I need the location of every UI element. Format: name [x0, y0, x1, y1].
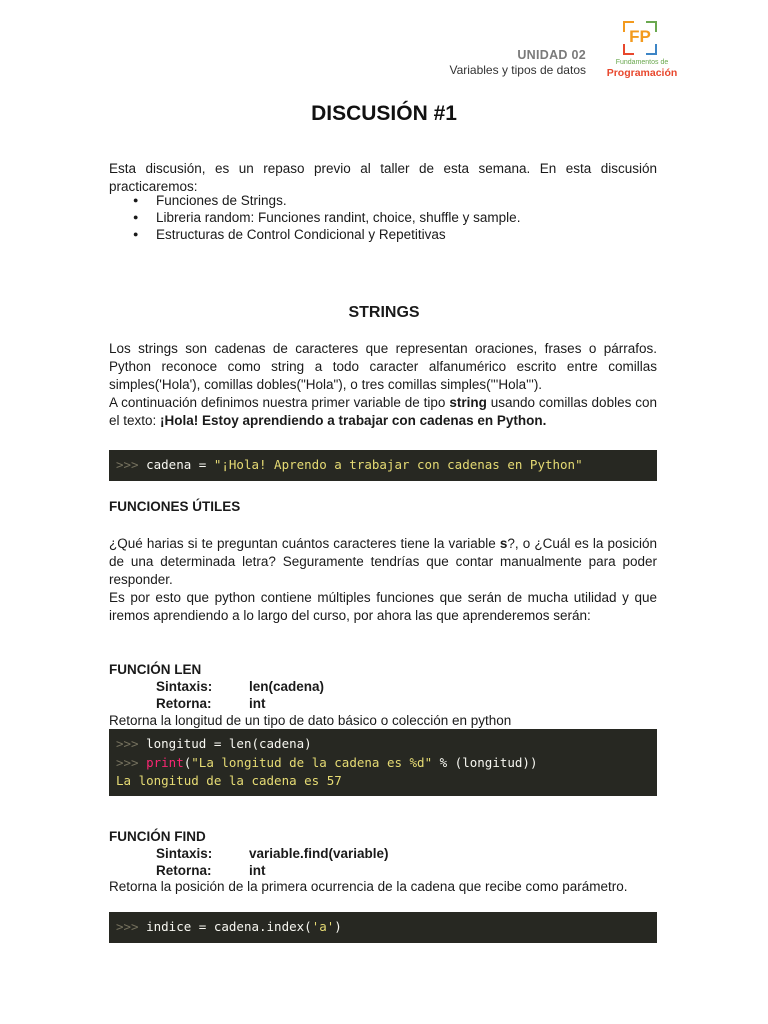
logo-line2: Programación [606, 67, 678, 79]
section-title-strings: STRINGS [348, 304, 420, 321]
funciones-p1-a: ¿Qué harias si te preguntan cuántos caracteres tiene la variable [109, 536, 500, 551]
list-item: ● Libreria random: Funciones randint, choice, shuffle y sample. [109, 209, 657, 226]
syntax-label: Sintaxis: [156, 846, 213, 861]
funciones-p1-c: ?, o ¿Cuál es la posición de una determinada letra? Seguramente tendrías que contar manualmente para poder responder. [109, 536, 657, 587]
code-prompt: >>> [116, 754, 147, 770]
code-prompt: >>> [116, 457, 147, 472]
funciones-p1-b: s [499, 536, 508, 551]
strings-p2-d: ¡Hola! Estoy aprendiendo a trabajar con cadenas en Python. [160, 413, 547, 428]
code-string: "¡Hola! Aprendo a trabajar con cadenas en Python" [213, 457, 583, 472]
code-prompt: >>> [116, 736, 147, 751]
code-text: cadena = [146, 457, 214, 472]
returns-value: int [249, 695, 266, 711]
unit-subtitle: Variables y tipos de datos [449, 63, 586, 77]
returns-label: Retorna: [156, 695, 212, 711]
code-prompt: >>> [116, 919, 147, 934]
code-keyword: print [146, 754, 184, 770]
syntax-value: len(cadena) [249, 679, 325, 694]
strings-paragraph [109, 340, 657, 430]
unit-label: UNIDAD 02 [517, 48, 586, 62]
fp-logo [602, 18, 680, 82]
len-description: Retorna la longitud de un tipo de dato básico o colección en python [109, 713, 512, 728]
list-item: ● Estructuras de Control Condicional y Repetitivas [109, 226, 657, 243]
intro-paragraph: Esta discusión, es un repaso previo al taller de esta semana. En esta discusión practicaremos: [109, 161, 657, 194]
page-title: DISCUSIÓN #1 [311, 102, 457, 125]
intro-bullet-list [109, 192, 657, 243]
logo-initials: FP [629, 27, 651, 46]
returns-label: Retorna: [156, 862, 212, 878]
code-string: "La longitud de la cadena es %d" [191, 754, 433, 770]
code-text: % (longitud)) [432, 754, 538, 770]
returns-value: int [249, 862, 266, 878]
list-item: ● Funciones de Strings. [109, 192, 657, 209]
strings-p2-a: A continuación definimos nuestra primer variable de tipo [109, 395, 450, 410]
len-syntax-table [156, 679, 324, 712]
len-title: FUNCIÓN LEN [109, 662, 202, 677]
funciones-paragraph [109, 535, 657, 625]
syntax-value: variable.find(variable) [249, 846, 389, 861]
code-block-find [109, 912, 657, 943]
strings-p2-b: string [449, 395, 487, 410]
code-block-cadena [109, 450, 657, 481]
funciones-p2: Es por esto que python contiene múltiples funciones que serán de mucha utilidad y que iremos aprendiendo a lo largo del curso, por ahora las que aprenderemos serán: [109, 590, 657, 623]
find-syntax-table [156, 846, 389, 879]
code-output: La longitud de la cadena es 57 [116, 773, 342, 788]
logo-line1: Fundamentos de [615, 59, 669, 66]
unit-header [449, 47, 586, 78]
strings-p1: Los strings son cadenas de caracteres que representan oraciones, frases o párrafos. Python reconoce como string a todo caracter alfanumérico escrito entre comillas simples('Hola'), comillas dobles("Hola"), o tres comillas simples('''Hola'''). [109, 341, 657, 392]
section-title-funciones: FUNCIONES ÚTILES [109, 499, 241, 514]
find-title: FUNCIÓN FIND [109, 829, 206, 844]
code-text: ) [334, 919, 342, 934]
code-string: 'a' [311, 919, 335, 934]
code-text: longitud = len(cadena) [146, 736, 312, 751]
strings-p2-c: usando comillas dobles con el texto: [109, 395, 657, 428]
code-text: indice = cadena.index( [146, 919, 312, 934]
find-description: Retorna la posición de la primera ocurrencia de la cadena que recibe como parámetro. [109, 879, 628, 894]
code-text: ( [183, 754, 192, 770]
syntax-label: Sintaxis: [156, 679, 213, 694]
code-block-len [109, 729, 657, 796]
